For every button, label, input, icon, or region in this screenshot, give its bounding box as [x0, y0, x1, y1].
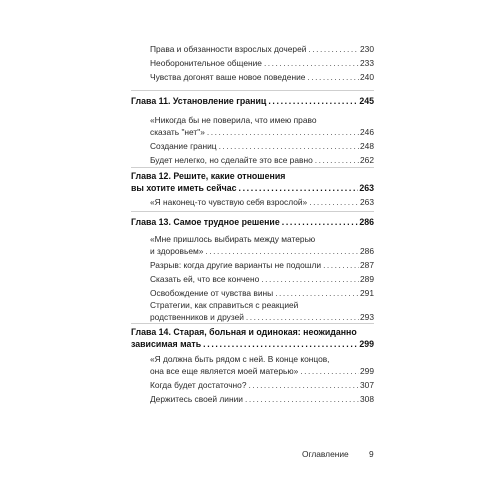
chapter-page: 245: [359, 96, 374, 106]
entry-title: Разрыв: когда другие варианты не подошли: [150, 260, 322, 270]
toc-entry: [150, 311, 374, 323]
running-footer-label: Оглавление: [302, 449, 349, 459]
entry-page: 246: [360, 127, 374, 137]
chapter-title-line2: зависимая мать: [131, 339, 202, 349]
entry-page: 230: [360, 44, 374, 54]
entry-title-line2: родственников и друзей: [150, 312, 244, 322]
dot-leader: [309, 196, 359, 208]
toc-entry: [150, 154, 374, 166]
page-number: 9: [369, 449, 374, 459]
entry-title: Создание границ: [150, 141, 217, 151]
toc-entry: [150, 57, 374, 69]
chapter-heading: [131, 182, 374, 194]
entry-title-line2: она все еще является моей матерью»: [150, 366, 299, 376]
entry-title-line1: «Я должна быть рядом с ней. В конце концов,: [150, 354, 330, 364]
entry-title-line2: сказать "нет"»: [150, 127, 205, 137]
entry-title-line1: «Мне пришлось выбирать между матерью: [150, 234, 316, 244]
dot-leader: [268, 95, 358, 107]
entry-page: 240: [360, 72, 374, 82]
dot-leader: [249, 379, 360, 391]
entry-title-line1: «Никогда бы не поверила, что имею право: [150, 115, 317, 125]
entry-title: «Я наконец-то чувствую себя взрослой»: [150, 197, 308, 207]
toc-entry: [150, 245, 374, 257]
entry-page: 248: [360, 141, 374, 151]
toc-entry: [150, 71, 374, 83]
toc-entry: [150, 126, 374, 138]
dot-leader: [264, 57, 359, 69]
section-divider: [131, 90, 374, 91]
entry-title: Сказать ей, что все кончено: [150, 274, 260, 284]
chapter-page: 299: [359, 339, 374, 349]
dot-leader: [261, 273, 359, 285]
dot-leader: [205, 245, 359, 257]
chapter-title-line1: Глава 14. Старая, больная и одинокая: неожиданно: [131, 327, 357, 337]
entry-page: 262: [360, 155, 374, 165]
dot-leader: [300, 365, 359, 377]
toc-entry: [150, 273, 374, 285]
entry-title: Держитесь своей линии: [150, 394, 243, 404]
chapter-heading: [131, 338, 374, 350]
entry-page: 308: [360, 394, 374, 404]
dot-leader: [323, 259, 359, 271]
toc-entry: [150, 140, 374, 152]
chapter-title: Глава 11. Установление границ: [131, 96, 267, 106]
dot-leader: [307, 71, 359, 83]
chapter-heading: [131, 216, 374, 228]
toc-entry: [150, 365, 374, 377]
entry-page: 307: [360, 380, 374, 390]
section-divider: [131, 211, 374, 212]
toc-entry: [150, 287, 374, 299]
section-divider: [131, 167, 374, 168]
dot-leader: [246, 311, 359, 323]
dot-leader: [245, 393, 359, 405]
chapter-page: 286: [359, 217, 374, 227]
chapter-title: Глава 13. Самое трудное решение: [131, 217, 280, 227]
dot-leader: [282, 216, 359, 228]
chapter-title-line1: Глава 12. Решите, какие отношения: [131, 171, 286, 181]
entry-title: Когда будет достаточно?: [150, 380, 247, 390]
section-divider: [131, 323, 374, 324]
dot-leader: [239, 182, 359, 194]
entry-title-line1: Стратегии, как справиться с реакцией: [150, 300, 299, 310]
entry-title: Права и обязанности взрослых дочерей: [150, 44, 307, 54]
toc-entry: [150, 259, 374, 271]
chapter-title-line2: вы хотите иметь сейчас: [131, 183, 237, 193]
entry-page: 293: [360, 312, 374, 322]
entry-title: Освобождение от чувства вины: [150, 288, 274, 298]
dot-leader: [207, 126, 359, 138]
dot-leader: [308, 43, 359, 55]
chapter-heading: [131, 95, 374, 107]
entry-page: 299: [360, 366, 374, 376]
entry-title: Будет нелегко, но сделайте это все равно: [150, 155, 313, 165]
dot-leader: [219, 140, 359, 152]
toc-entry: [150, 379, 374, 391]
toc-entry: [150, 43, 374, 55]
dot-leader: [203, 338, 358, 350]
entry-title: Чувства догонят ваше новое поведение: [150, 72, 306, 82]
dot-leader: [315, 154, 359, 166]
entry-page: 233: [360, 58, 374, 68]
entry-page: 291: [360, 288, 374, 298]
entry-page: 289: [360, 274, 374, 284]
chapter-page: 263: [359, 183, 374, 193]
toc-entry: [150, 196, 374, 208]
entry-title-line2: и здоровьем»: [150, 246, 204, 256]
toc-entry: [150, 393, 374, 405]
entry-page: 263: [360, 197, 374, 207]
dot-leader: [275, 287, 359, 299]
entry-title: Необоронительное общение: [150, 58, 262, 68]
entry-page: 287: [360, 260, 374, 270]
entry-page: 286: [360, 246, 374, 256]
